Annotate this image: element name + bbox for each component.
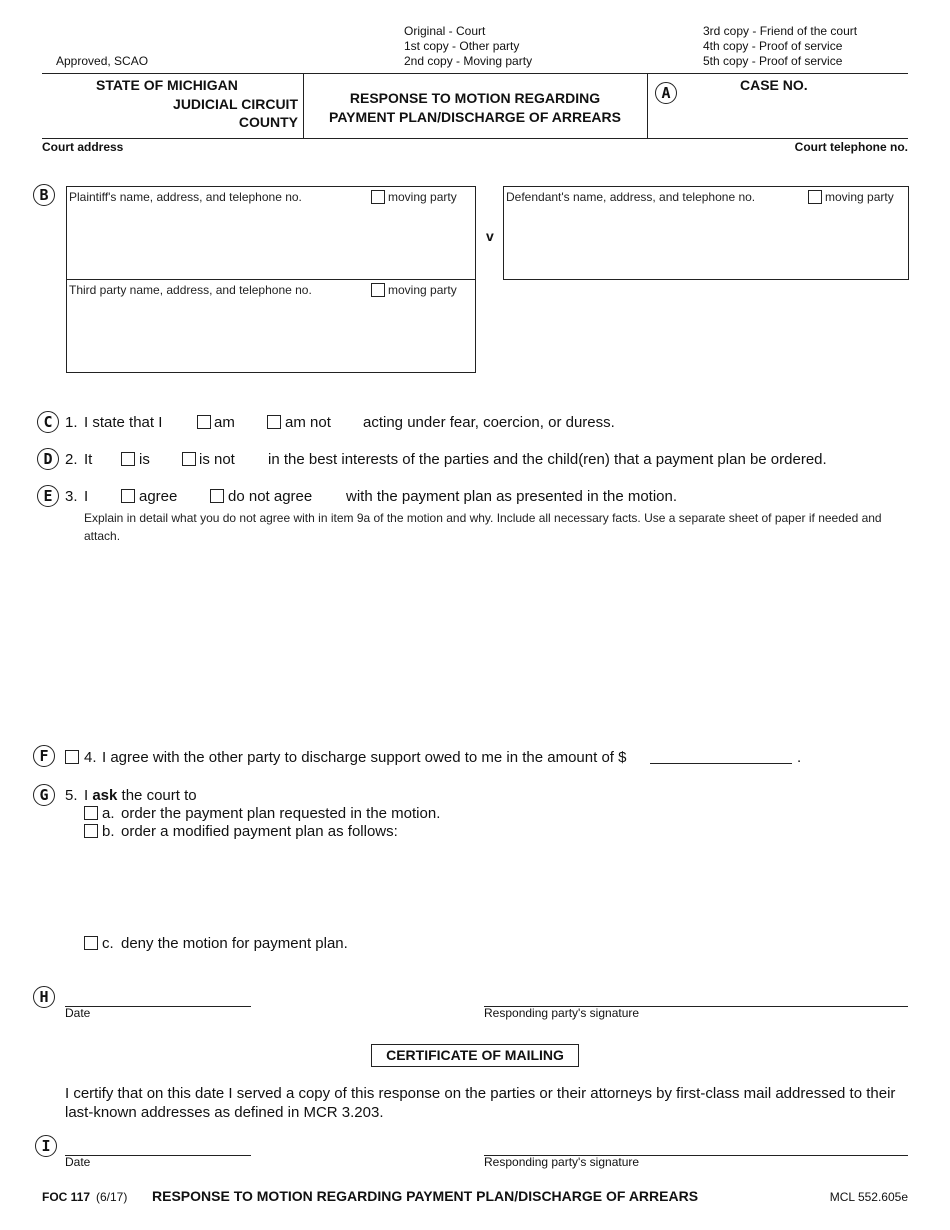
moving-party-label: moving party — [388, 190, 457, 204]
certificate-text: I certify that on this date I served a copy of this response on the parties or their attorneys by first-class mail addressed to their last-known addresses as defined in MCR 3.203. — [65, 1085, 896, 1121]
item-5a-text: order the payment plan requested in the motion. — [121, 805, 441, 822]
copy-distribution-right — [703, 24, 857, 69]
item-5b-letter: b. — [102, 823, 115, 840]
item-1-tail: acting under fear, coercion, or duress. — [363, 414, 615, 431]
item-3-lead: I — [84, 488, 89, 505]
marker-b: B — [33, 184, 55, 206]
item-2-is-not-checkbox[interactable] — [182, 452, 196, 466]
item-1-number: 1. — [65, 414, 78, 431]
item-2-number: 2. — [65, 451, 78, 468]
item-5-ask: ask — [92, 787, 118, 804]
third-party-box[interactable] — [66, 279, 476, 373]
copy-line: Original - Court — [404, 24, 486, 38]
county-label: COUNTY — [238, 114, 298, 130]
marker-a: A — [655, 82, 677, 104]
item-5b-checkbox[interactable] — [84, 824, 98, 838]
copy-line: 2nd copy - Moving party — [404, 54, 533, 68]
marker-h: H — [33, 986, 55, 1008]
header-divider — [647, 73, 648, 139]
mcl-reference: MCL 552.605e — [829, 1190, 908, 1204]
moving-party-label: moving party — [388, 283, 457, 297]
defendant-label: Defendant's name, address, and telephone no. — [506, 190, 756, 204]
form-title-line: PAYMENT PLAN/DISCHARGE OF ARREARS — [329, 109, 621, 125]
item-5b-text: order a modified payment plan as follows: — [121, 823, 398, 840]
item-4-period: . — [797, 749, 802, 766]
marker-i: I — [35, 1135, 57, 1157]
item-1-am-label: am — [214, 414, 235, 431]
item-5c-text: deny the motion for payment plan. — [121, 935, 348, 952]
item-4-amount-field[interactable] — [650, 763, 792, 764]
certificate-title: CERTIFICATE OF MAILING — [371, 1044, 579, 1067]
item-5-lead: I — [84, 787, 89, 804]
item-2-is-checkbox[interactable] — [121, 452, 135, 466]
defendant-moving-party-checkbox[interactable] — [808, 190, 822, 204]
response-date-field[interactable] — [65, 1006, 251, 1007]
item-3-do-not-agree-checkbox[interactable] — [210, 489, 224, 503]
third-party-moving-party-checkbox[interactable] — [371, 283, 385, 297]
copy-line: 3rd copy - Friend of the court — [703, 24, 858, 38]
defendant-box[interactable] — [503, 186, 909, 280]
item-5a-checkbox[interactable] — [84, 806, 98, 820]
copy-line: 1st copy - Other party — [404, 39, 520, 53]
plaintiff-moving-party-checkbox[interactable] — [371, 190, 385, 204]
item-3-agree-checkbox[interactable] — [121, 489, 135, 503]
item-3-number: 3. — [65, 488, 78, 505]
marker-f: F — [33, 745, 55, 767]
item-5c-letter: c. — [102, 935, 114, 952]
item-1-am-not-checkbox[interactable] — [267, 415, 281, 429]
form-revision: (6/17) — [96, 1190, 128, 1204]
marker-d: D — [37, 448, 59, 470]
third-party-moving-party — [371, 283, 457, 297]
response-date-label: Date — [65, 1006, 91, 1020]
moving-party-label: moving party — [825, 190, 894, 204]
marker-g: G — [33, 784, 55, 806]
plaintiff-box[interactable] — [66, 186, 476, 280]
item-4-text: I agree with the other party to discharge support owed to me in the amount of $ — [102, 749, 627, 766]
item-3-explanation-area[interactable] — [84, 548, 910, 733]
item-3-agree-label: agree — [139, 488, 178, 505]
item-5a-letter: a. — [102, 805, 115, 822]
judicial-circuit-label: JUDICIAL CIRCUIT — [173, 96, 298, 112]
mailing-date-label: Date — [65, 1155, 91, 1169]
header-bottom-rule — [42, 138, 908, 139]
item-5-number: 5. — [65, 787, 78, 804]
item-2-lead: It — [84, 451, 93, 468]
item-5-heading — [84, 787, 197, 804]
copy-line: 4th copy - Proof of service — [703, 39, 843, 53]
versus-label: v — [486, 228, 494, 244]
approved-label: Approved, SCAO — [56, 54, 149, 68]
marker-c: C — [37, 411, 59, 433]
item-2-is-label: is — [139, 451, 150, 468]
mailing-date-field[interactable] — [65, 1155, 251, 1156]
case-no-label: CASE NO. — [740, 77, 808, 93]
state-label: STATE OF MICHIGAN — [96, 77, 238, 93]
third-party-label: Third party name, address, and telephone no. — [69, 283, 312, 297]
copy-distribution-left — [404, 24, 532, 69]
item-3-do-not-agree-label: do not agree — [228, 488, 313, 505]
response-signature-label: Responding party's signature — [484, 1006, 640, 1020]
header-top-rule — [42, 73, 908, 74]
item-5c-checkbox[interactable] — [84, 936, 98, 950]
item-1-am-checkbox[interactable] — [197, 415, 211, 429]
item-3-explain-instructions: Explain in detail what you do not agree with in item 9a of the motion and why. Include all necessary facts. Use a separate sheet of paper if needed and attach. — [84, 511, 882, 543]
court-address-label: Court address — [42, 140, 124, 154]
court-telephone-label: Court telephone no. — [794, 140, 908, 154]
item-4-number: 4. — [84, 749, 97, 766]
item-2-is-not-label: is not — [199, 451, 235, 468]
form-number: FOC 117 — [42, 1190, 91, 1204]
plaintiff-moving-party — [371, 190, 457, 204]
defendant-moving-party — [808, 190, 894, 204]
form-title-line: RESPONSE TO MOTION REGARDING — [349, 90, 601, 106]
mailing-signature-label: Responding party's signature — [484, 1155, 640, 1169]
item-4-checkbox[interactable] — [65, 750, 79, 764]
item-1-am-not-label: am not — [285, 414, 331, 431]
form-title — [303, 89, 647, 127]
item-2-tail: in the best interests of the parties and the child(ren) that a payment plan be ordered. — [268, 451, 827, 468]
plaintiff-label: Plaintiff's name, address, and telephone no. — [69, 190, 302, 204]
item-1-lead: I state that I — [84, 414, 163, 431]
item-5b-details-area[interactable] — [121, 845, 907, 925]
item-5-tail: the court to — [121, 787, 197, 804]
item-3-tail: with the payment plan as presented in the motion. — [346, 488, 678, 505]
footer-title: RESPONSE TO MOTION REGARDING PAYMENT PLAN/DISCHARGE OF ARREARS — [152, 1188, 699, 1204]
copy-line: 5th copy - Proof of service — [703, 54, 843, 68]
marker-e: E — [37, 485, 59, 507]
